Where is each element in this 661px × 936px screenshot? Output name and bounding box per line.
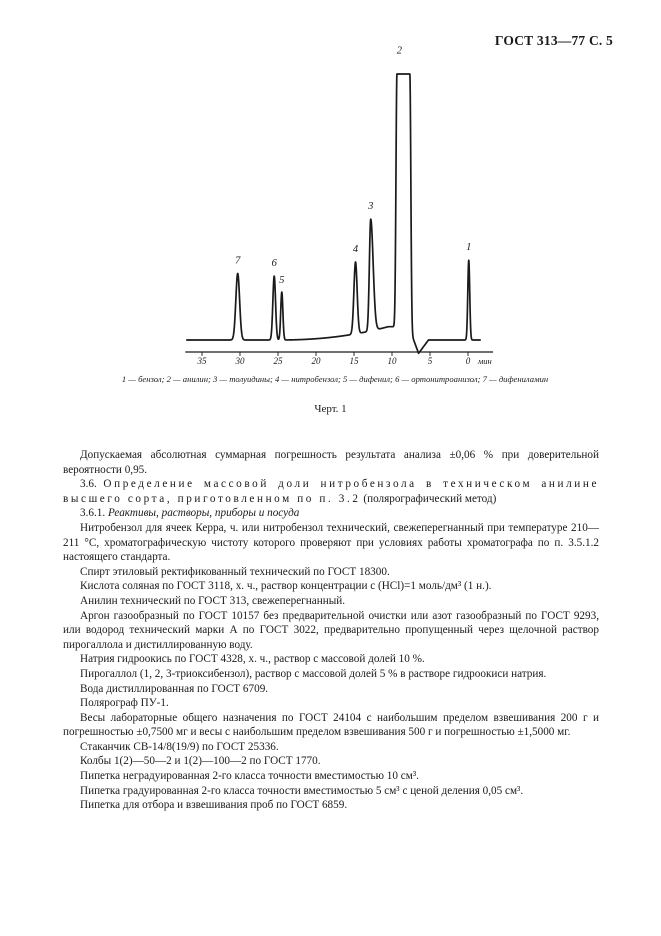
section-title: Реактивы, растворы, приборы и посуда <box>107 507 300 520</box>
paragraph: Пипетка градуированная 2-го класса точности вместимостью 5 см³ с ценой деления 0,05 см³. <box>80 784 524 797</box>
figure-caption: 1 — бензол; 2 — анилин; 3 — толуидины; 4 — нитробензол; 5 — дифенил; 6 — ортонитроанизол; 7 — дифениламин <box>121 374 549 384</box>
time-unit-label: мин <box>477 356 492 366</box>
x-tick-label: 10 <box>387 356 397 366</box>
peak-label-5: 5 <box>279 275 285 287</box>
section-title: Определение массовой доли нитробензола в техническом анилине высшего сорта, приготовленном по п. 3.2 <box>63 478 600 505</box>
chromatogram <box>0 0 661 372</box>
x-tick-label: 5 <box>427 356 433 366</box>
chromatogram-trace <box>187 74 480 353</box>
section-title-tail: (полярографический метод) <box>363 492 497 505</box>
section-heading-3-6-1 <box>63 506 599 521</box>
x-tick-label: 15 <box>349 356 359 366</box>
section-heading-3-6 <box>63 477 599 506</box>
peak-label-6: 6 <box>271 258 277 270</box>
figure-title: Черт. 1 <box>314 403 347 415</box>
peak-label-2: 2 <box>396 45 403 57</box>
peak-label-3: 3 <box>368 201 374 213</box>
section-number: 3.6.1. <box>80 507 106 520</box>
paragraph: Натрия гидроокись по ГОСТ 4328, х. ч., раствор с массовой долей 10 %. <box>80 653 425 666</box>
x-tick-label: 0 <box>465 356 471 366</box>
x-tick-label: 20 <box>311 356 321 366</box>
section-number: 3.6. <box>80 478 97 491</box>
paragraph: Весы лабораторные общего назначения по ГОСТ 24104 с наибольшим пределом взвешивания 200 г и погрешностью ±0,7500 мг и весы с наибольшим пределом взвешивания 500 г и погрешностью ±1,5000 мг. <box>63 711 599 739</box>
paragraph: Анилин технический по ГОСТ 313, свежеперегнанный. <box>80 594 345 607</box>
document-body <box>63 448 599 813</box>
paragraph: Аргон газообразный по ГОСТ 10157 без предварительной очистки или азот газообразный по ГОСТ 9293, или водород технический марки А по ГОСТ 3022, предварительно пропущенный через щелочной раствор пирогаллола и дистиллированную воду. <box>63 609 599 651</box>
peak-label-1: 1 <box>466 242 472 254</box>
paragraph: Допускаемая абсолютная суммарная погрешность результата анализа ±0,06 % при доверительной вероятности 0,95. <box>63 449 599 476</box>
x-tick-label: 25 <box>273 356 283 366</box>
paragraph: Нитробензол для ячеек Керра, ч. или нитробензол технический, свежеперегнанный при температуре 210—211 °С, хроматографическую чистоту которого проверяют при условиях работы хроматографа по п. 3.5.1.2 настоящего стандарта. <box>63 521 599 564</box>
paragraph: Пипетка неградуированная 2-го класса точности вместимостью 10 см³. <box>80 770 419 783</box>
paragraph: Пирогаллол (1, 2, 3-триоксибензол), раствор с массовой долей 5 % в растворе гидроокиси натрия. <box>80 667 547 680</box>
paragraph: Колбы 1(2)—50—2 и 1(2)—100—2 по ГОСТ 1770. <box>80 755 321 768</box>
x-tick-label: 30 <box>235 356 245 366</box>
paragraph: Полярограф ПУ-1. <box>80 697 169 710</box>
peak-label-7: 7 <box>235 255 241 267</box>
paragraph: Пипетка для отбора и взвешивания проб по ГОСТ 6859. <box>80 799 348 812</box>
page-header: ГОСТ 313—77 С. 5 <box>494 33 613 48</box>
paragraph: Спирт этиловый ректификованный технический по ГОСТ 18300. <box>80 565 390 578</box>
paragraph: Вода дистиллированная по ГОСТ 6709. <box>80 682 269 695</box>
x-tick-label: 35 <box>197 356 207 366</box>
paragraph: Кислота соляная по ГОСТ 3118, х. ч., раствор концентрации c (HCl)=1 моль/дм³ (1 н.). <box>80 580 492 593</box>
peak-label-4: 4 <box>352 244 359 256</box>
paragraph: Стаканчик СВ-14/8(19/9) по ГОСТ 25336. <box>80 740 279 753</box>
